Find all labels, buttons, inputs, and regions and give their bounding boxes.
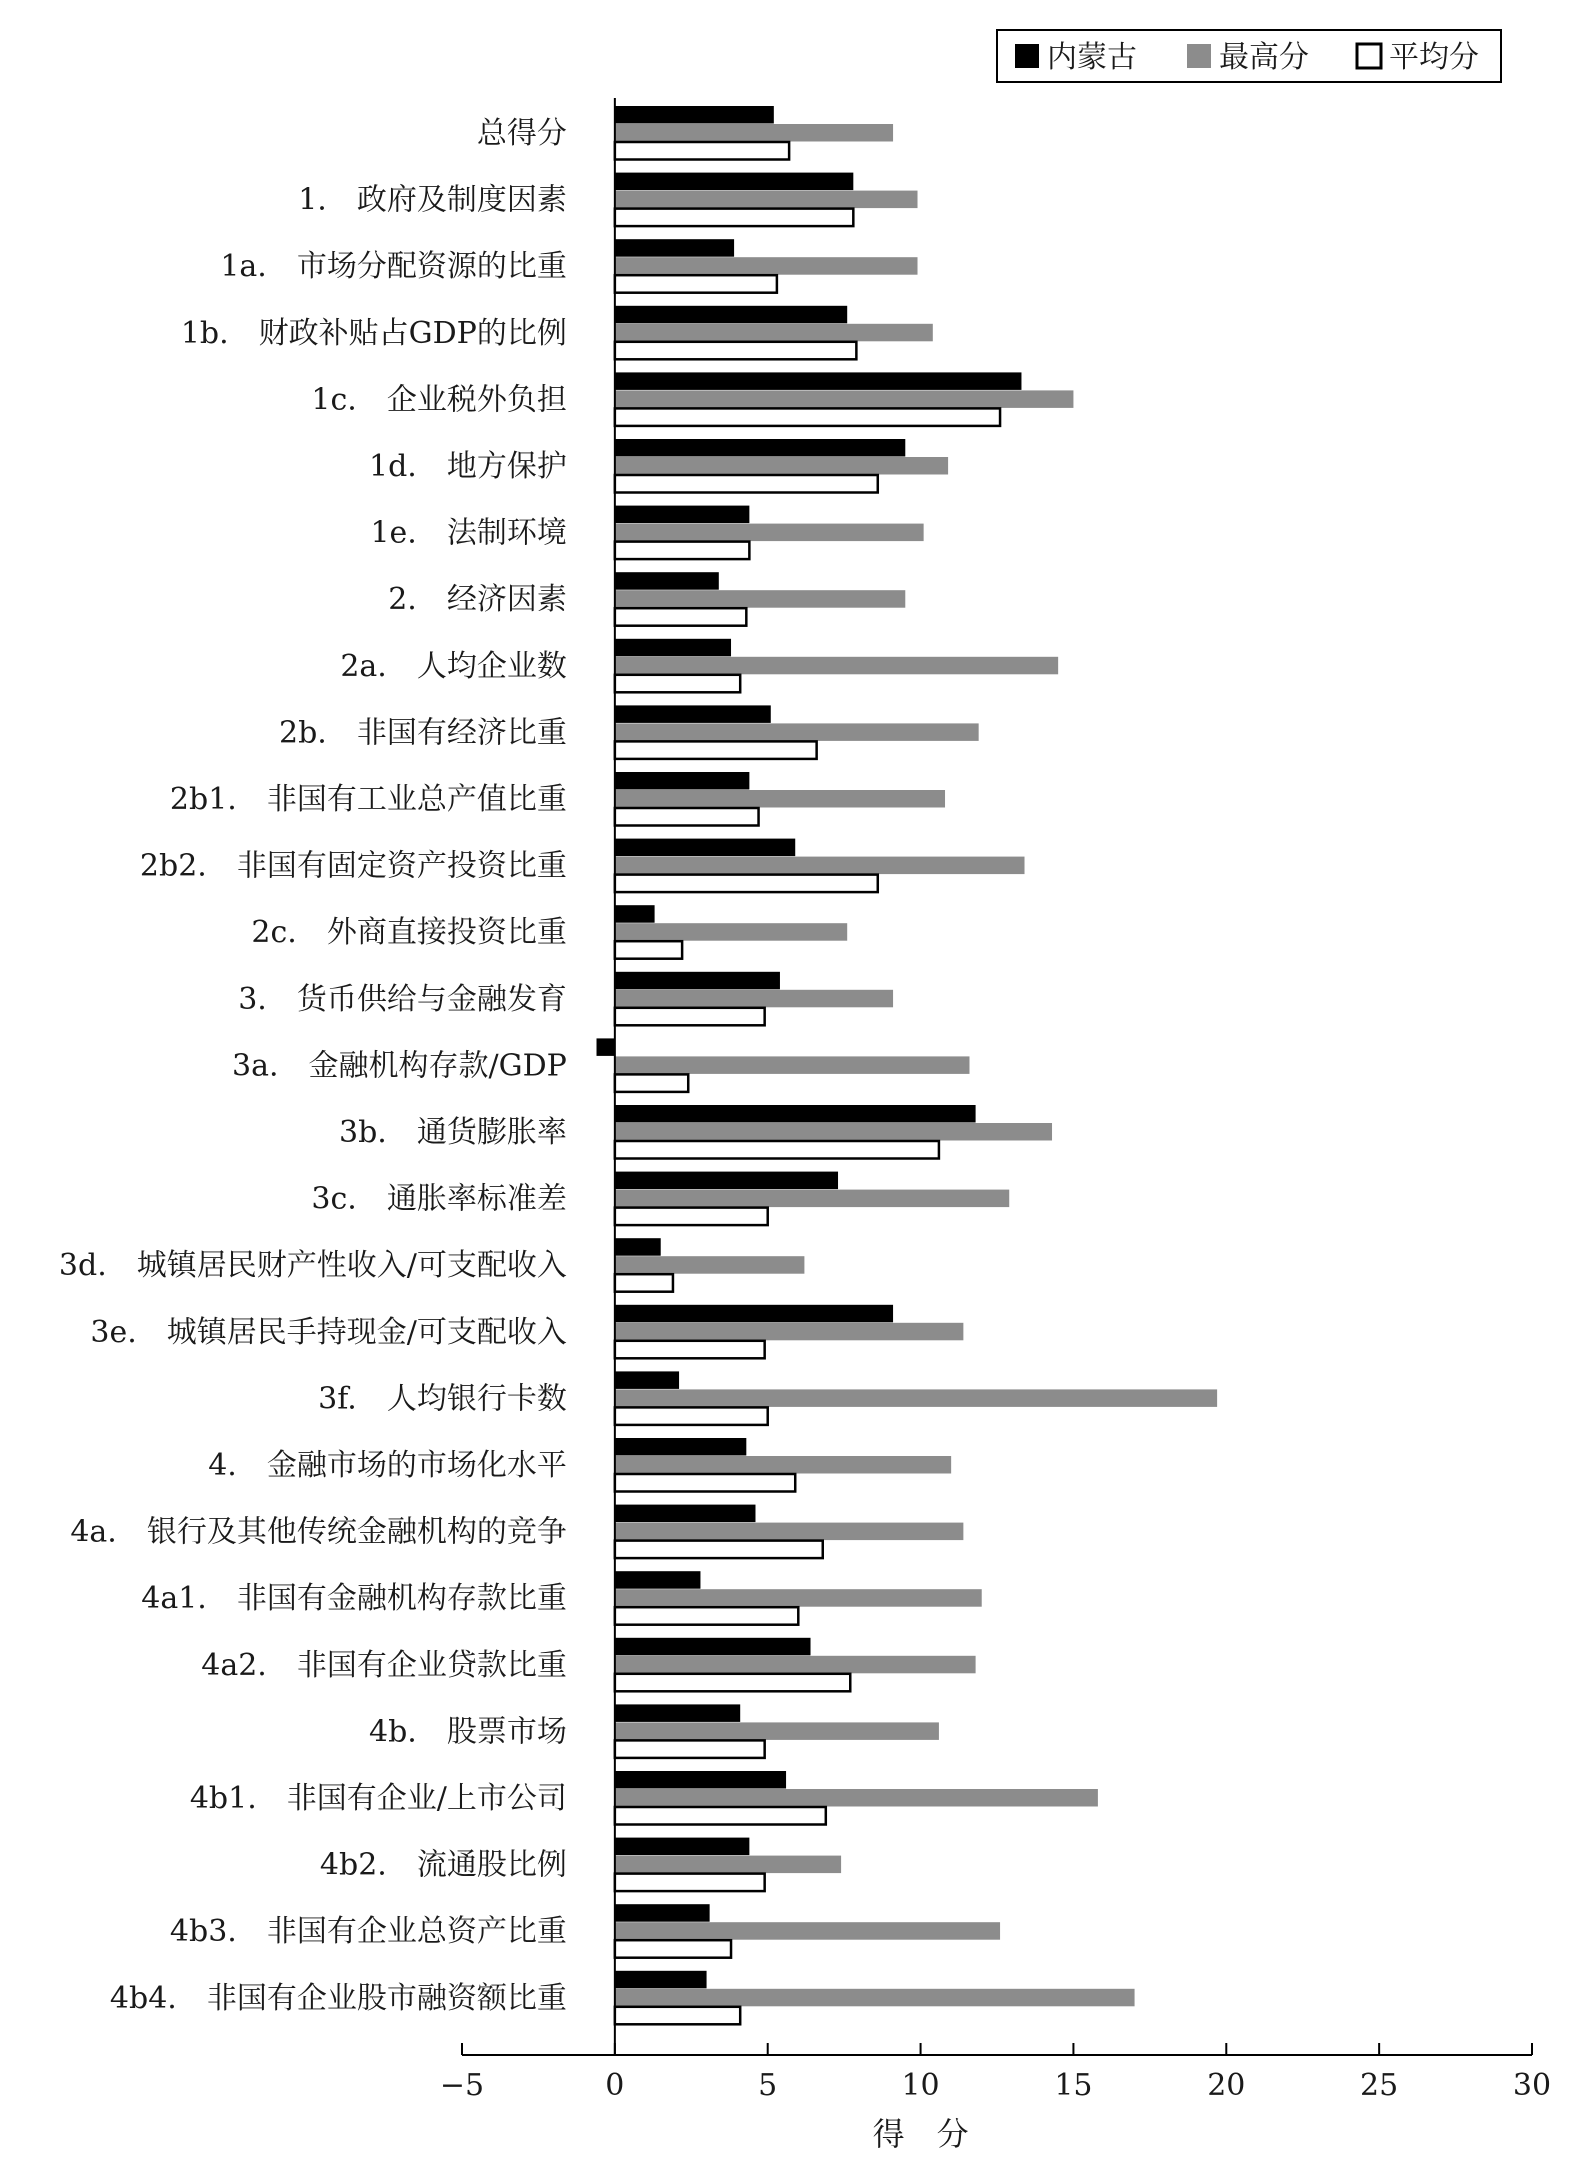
bar-内蒙古-27 — [615, 1904, 710, 1922]
bar-内蒙古-6 — [615, 506, 750, 523]
bar-内蒙古-16 — [615, 1172, 838, 1190]
bar-内蒙古-2 — [615, 239, 734, 257]
category-label-1: 1. 政府及制度因素 — [298, 182, 567, 218]
bar-内蒙古-5 — [615, 439, 905, 457]
bar-平均分-17 — [615, 1274, 673, 1292]
x-tick-label-0: −5 — [439, 2068, 485, 2103]
category-label-17: 3d. 城镇居民财产性收入/可支配收入 — [58, 1248, 567, 1284]
bar-内蒙古-19 — [615, 1371, 679, 1389]
x-tick-label-6: 25 — [1360, 2068, 1399, 2103]
bar-平均分-15 — [615, 1141, 939, 1159]
category-label-22: 4a1. 非国有金融机构存款比重 — [141, 1581, 567, 1617]
category-label-12: 2c. 外商直接投资比重 — [251, 915, 567, 951]
bar-内蒙古-26 — [615, 1838, 750, 1856]
bar-平均分-6 — [615, 542, 750, 560]
bar-最高分-4 — [615, 390, 1074, 408]
bar-内蒙古-24 — [615, 1704, 740, 1722]
bar-最高分-25 — [615, 1789, 1098, 1807]
category-label-13: 3. 货币供给与金融发育 — [238, 981, 567, 1017]
bar-平均分-11 — [615, 875, 878, 893]
bar-最高分-9 — [615, 723, 979, 741]
bar-最高分-2 — [615, 257, 918, 275]
category-label-4: 1c. 企业税外负担 — [311, 382, 567, 418]
bar-内蒙古-3 — [615, 306, 847, 324]
legend-label-1: 最高分 — [1219, 40, 1309, 75]
bar-平均分-16 — [615, 1208, 768, 1226]
bar-平均分-4 — [615, 408, 1000, 426]
category-label-20: 4. 金融市场的市场化水平 — [208, 1448, 567, 1483]
bar-最高分-10 — [615, 790, 945, 808]
category-label-15: 3b. 通货膨胀率 — [339, 1115, 567, 1150]
category-label-21: 4a. 银行及其他传统金融机构的竞争 — [70, 1514, 567, 1550]
legend-swatch-2 — [1357, 44, 1381, 68]
bar-平均分-18 — [615, 1341, 765, 1359]
category-label-16: 3c. 通胀率标准差 — [311, 1181, 567, 1217]
x-tick-label-7: 30 — [1512, 2068, 1552, 2103]
bar-内蒙古-13 — [615, 972, 780, 990]
x-tick-label-2: 5 — [758, 2068, 778, 2103]
bar-最高分-20 — [615, 1456, 951, 1474]
bar-平均分-14 — [615, 1074, 688, 1092]
bar-内蒙古-1 — [615, 173, 853, 191]
category-label-0: 总得分 — [476, 116, 567, 151]
bar-最高分-18 — [615, 1323, 964, 1341]
bar-最高分-16 — [615, 1190, 1009, 1208]
category-label-6: 1e. 法制环境 — [370, 515, 567, 551]
bar-平均分-5 — [615, 475, 878, 493]
legend — [997, 30, 1501, 82]
bar-最高分-24 — [615, 1722, 939, 1740]
bar-最高分-21 — [615, 1523, 964, 1541]
bar-最高分-7 — [615, 590, 905, 608]
bar-最高分-22 — [615, 1589, 982, 1607]
bar-平均分-3 — [615, 342, 857, 360]
bar-最高分-23 — [615, 1656, 976, 1674]
category-label-7: 2. 经济因素 — [388, 582, 567, 618]
bar-平均分-22 — [615, 1607, 798, 1625]
category-label-25: 4b1. 非国有企业/上市公司 — [189, 1781, 567, 1816]
x-tick-label-5: 20 — [1207, 2068, 1246, 2103]
category-labels-layer — [59, 116, 567, 2016]
legend-swatch-1 — [1187, 44, 1211, 68]
bar-平均分-25 — [615, 1807, 826, 1825]
bar-最高分-17 — [615, 1256, 805, 1274]
category-label-3: 1b. 财政补贴占GDP的比例 — [180, 315, 567, 351]
x-tick-label-1: 0 — [605, 2068, 625, 2103]
legend-swatch-0 — [1015, 44, 1039, 68]
bar-平均分-27 — [615, 1940, 731, 1958]
bars-layer — [597, 106, 1218, 2024]
category-label-19: 3f. 人均银行卡数 — [318, 1381, 567, 1417]
bar-内蒙古-14 — [597, 1038, 615, 1056]
category-label-2: 1a. 市场分配资源的比重 — [220, 249, 567, 285]
category-label-9: 2b. 非国有经济比重 — [279, 715, 567, 751]
bar-内蒙古-28 — [615, 1971, 707, 1989]
bar-内蒙古-12 — [615, 905, 655, 923]
bar-最高分-27 — [615, 1922, 1000, 1940]
bar-内蒙古-18 — [615, 1305, 893, 1323]
bar-平均分-12 — [615, 941, 682, 959]
category-label-24: 4b. 股票市场 — [369, 1714, 567, 1750]
bar-最高分-26 — [615, 1856, 841, 1874]
bar-平均分-21 — [615, 1541, 823, 1559]
bar-内蒙古-17 — [615, 1238, 661, 1256]
bar-平均分-0 — [615, 142, 789, 160]
x-tick-label-3: 10 — [901, 2068, 940, 2103]
bar-内蒙古-21 — [615, 1505, 756, 1523]
bar-内蒙古-22 — [615, 1571, 701, 1589]
category-label-23: 4a2. 非国有企业贷款比重 — [201, 1647, 567, 1683]
bar-最高分-6 — [615, 524, 924, 542]
bar-平均分-7 — [615, 608, 746, 626]
bar-最高分-3 — [615, 324, 933, 342]
bar-最高分-8 — [615, 657, 1058, 675]
category-label-14: 3a. 金融机构存款/GDP — [232, 1048, 567, 1084]
bar-内蒙古-10 — [615, 772, 750, 790]
bar-平均分-24 — [615, 1740, 765, 1758]
bar-平均分-20 — [615, 1474, 795, 1492]
x-tick-label-4: 15 — [1054, 2068, 1093, 2103]
bar-平均分-23 — [615, 1674, 850, 1692]
x-axis-label: 得 分 — [872, 2115, 969, 2153]
category-label-18: 3e. 城镇居民手持现金/可支配收入 — [90, 1314, 567, 1350]
bar-内蒙古-15 — [615, 1105, 976, 1123]
bar-最高分-19 — [615, 1389, 1217, 1407]
category-label-27: 4b3. 非国有企业总资产比重 — [169, 1914, 567, 1950]
category-label-5: 1d. 地方保护 — [369, 449, 567, 484]
bar-平均分-19 — [615, 1407, 768, 1425]
bar-平均分-26 — [615, 1874, 765, 1892]
bar-最高分-11 — [615, 857, 1025, 875]
bar-最高分-5 — [615, 457, 948, 475]
bar-内蒙古-7 — [615, 572, 719, 590]
bar-最高分-12 — [615, 923, 847, 941]
category-label-8: 2a. 人均企业数 — [340, 648, 567, 684]
bar-内蒙古-0 — [615, 106, 774, 124]
legend-label-2: 平均分 — [1389, 40, 1479, 75]
category-label-10: 2b1. 非国有工业总产值比重 — [169, 782, 567, 817]
bar-平均分-10 — [615, 808, 759, 826]
bar-平均分-1 — [615, 209, 853, 227]
category-label-28: 4b4. 非国有企业股市融资额比重 — [109, 1980, 567, 2016]
bar-最高分-15 — [615, 1123, 1052, 1141]
bar-最高分-13 — [615, 990, 893, 1008]
bar-平均分-13 — [615, 1008, 765, 1026]
bar-内蒙古-23 — [615, 1638, 811, 1656]
bar-平均分-2 — [615, 275, 777, 293]
category-label-26: 4b2. 流通股比例 — [319, 1847, 567, 1883]
bar-最高分-1 — [615, 191, 918, 209]
bar-最高分-0 — [615, 124, 893, 142]
bar-内蒙古-9 — [615, 705, 771, 723]
bar-平均分-9 — [615, 741, 817, 759]
bar-内蒙古-11 — [615, 839, 795, 857]
bar-最高分-14 — [615, 1056, 970, 1074]
category-label-11: 2b2. 非国有固定资产投资比重 — [139, 848, 567, 884]
bar-平均分-8 — [615, 675, 740, 693]
bar-内蒙古-20 — [615, 1438, 746, 1456]
bar-平均分-28 — [615, 2007, 740, 2025]
legend-label-0: 内蒙古 — [1047, 40, 1137, 75]
bar-内蒙古-4 — [615, 372, 1022, 390]
bar-内蒙古-25 — [615, 1771, 786, 1789]
bar-内蒙古-8 — [615, 639, 731, 657]
bar-最高分-28 — [615, 1989, 1135, 2007]
